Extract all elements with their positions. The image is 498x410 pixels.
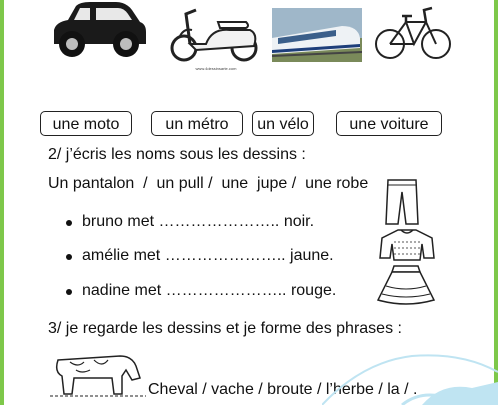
exercise-item-1: bruno met ………………….. noir.: [82, 213, 315, 230]
scooter-icon: [166, 0, 262, 74]
sweater-icon: [378, 228, 436, 262]
cow-icon: [50, 346, 146, 398]
section3-title: 3/ je regarde les dessins et je forme des phrases :: [48, 320, 402, 337]
section3-sentence: Cheval / vache / broute / l’herbe / la / .: [148, 381, 418, 398]
word-une-voiture: une voiture: [336, 111, 442, 136]
bullet: [66, 289, 72, 295]
bullet: [66, 254, 72, 260]
bullet: [66, 220, 72, 226]
page-border-left: [0, 0, 4, 405]
word-un-metro: un métro: [151, 111, 243, 136]
page-border-right: [494, 0, 498, 405]
exercise-item-3: nadine met ………………….. rouge.: [82, 282, 337, 299]
trousers-icon: [384, 178, 420, 226]
word-un-velo: un vélo: [252, 111, 314, 136]
train-icon: [272, 8, 362, 62]
skirt-icon: [376, 264, 436, 306]
exercise-item-2: amélie met ………………….. jaune.: [82, 247, 334, 264]
scooter-caption: www.4dessinsarte.com: [195, 66, 237, 71]
car-icon: [46, 0, 148, 62]
section2-title: 2/ j’écris les noms sous les dessins :: [48, 146, 306, 163]
bicycle-icon: [374, 0, 454, 64]
word-une-moto: une moto: [40, 111, 132, 136]
section2-options: Un pantalon / un pull / une jupe / une robe: [48, 175, 369, 192]
